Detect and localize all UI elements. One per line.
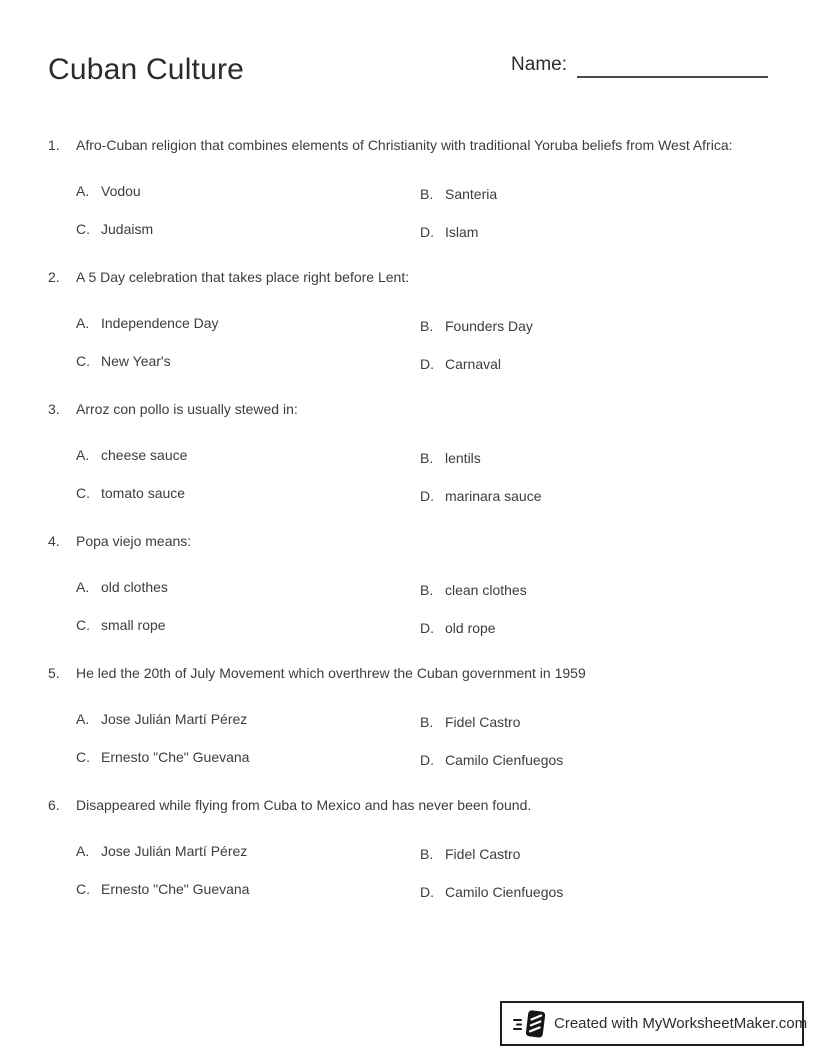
option-item-c xyxy=(76,352,420,370)
question-text: He led the 20th of July Movement which overthrew the Cuban government in 1959 xyxy=(76,665,586,681)
option-item-d xyxy=(420,751,563,769)
option-row xyxy=(76,880,768,898)
option-row xyxy=(76,710,768,728)
option-text: Camilo Cienfuegos xyxy=(445,884,564,900)
option-item-b xyxy=(420,845,520,863)
option-item-d xyxy=(420,883,563,901)
name-label: Name: xyxy=(511,54,567,75)
question-text: Disappeared while flying from Cuba to Mexico and has never been found. xyxy=(76,797,532,813)
question-block xyxy=(48,268,768,370)
question-header xyxy=(48,796,768,814)
option-item-c xyxy=(76,748,420,766)
option-letter: B. xyxy=(420,582,434,598)
option-row xyxy=(76,220,768,238)
option-letter: A. xyxy=(76,183,90,199)
worksheet-maker-logo-icon xyxy=(512,1008,548,1040)
option-letter: A. xyxy=(76,843,90,859)
question-header xyxy=(48,664,768,682)
option-text: Fidel Castro xyxy=(445,846,521,862)
question-text: Popa viejo means: xyxy=(76,533,192,549)
option-item-b xyxy=(420,713,520,731)
option-grid xyxy=(76,314,768,370)
option-text: clean clothes xyxy=(445,582,527,598)
option-letter: B. xyxy=(420,318,434,334)
option-letter: A. xyxy=(76,447,90,463)
question-list xyxy=(48,136,768,898)
option-letter: B. xyxy=(420,846,434,862)
option-row xyxy=(76,484,768,502)
option-item-a xyxy=(76,578,420,596)
option-text: Founders Day xyxy=(445,318,533,334)
option-text: Jose Julián Martí Pérez xyxy=(101,843,248,859)
question-number: 3. xyxy=(48,401,60,417)
worksheet-header xyxy=(48,50,768,90)
option-row xyxy=(76,182,768,200)
option-letter: D. xyxy=(420,488,434,504)
option-text: cheese sauce xyxy=(101,447,188,463)
option-grid xyxy=(76,710,768,766)
option-row xyxy=(76,748,768,766)
option-letter: B. xyxy=(420,450,434,466)
question-number: 2. xyxy=(48,269,60,285)
option-text: Fidel Castro xyxy=(445,714,521,730)
option-item-c xyxy=(76,484,420,502)
option-text: Jose Julián Martí Pérez xyxy=(101,711,248,727)
option-row xyxy=(76,446,768,464)
option-letter: B. xyxy=(420,714,434,730)
option-letter: C. xyxy=(76,353,90,369)
option-text: lentils xyxy=(445,450,481,466)
option-item-c xyxy=(76,220,420,238)
option-row xyxy=(76,314,768,332)
option-letter: D. xyxy=(420,224,434,240)
question-header xyxy=(48,400,768,418)
option-letter: A. xyxy=(76,315,90,331)
option-row xyxy=(76,616,768,634)
option-text: Vodou xyxy=(101,183,141,199)
question-text: Afro-Cuban religion that combines elements of Christianity with traditional Yoruba beliefs from West Africa: xyxy=(76,137,733,153)
option-item-d xyxy=(420,487,542,505)
option-item-a xyxy=(76,182,420,200)
question-text: A 5 Day celebration that takes place right before Lent: xyxy=(76,269,410,285)
option-item-a xyxy=(76,446,420,464)
option-row xyxy=(76,842,768,860)
option-text: Judaism xyxy=(101,221,154,237)
option-text: Islam xyxy=(445,224,479,240)
option-text: tomato sauce xyxy=(101,485,186,501)
option-grid xyxy=(76,446,768,502)
option-item-d xyxy=(420,223,478,241)
question-block xyxy=(48,664,768,766)
question-number: 5. xyxy=(48,665,60,681)
option-item-c xyxy=(76,880,420,898)
option-text: Ernesto "Che" Guevana xyxy=(101,881,250,897)
option-item-c xyxy=(76,616,420,634)
option-text: New Year's xyxy=(101,353,171,369)
option-letter: D. xyxy=(420,884,434,900)
question-number: 4. xyxy=(48,533,60,549)
option-grid xyxy=(76,842,768,898)
option-letter: C. xyxy=(76,881,90,897)
option-letter: A. xyxy=(76,711,90,727)
question-text: Arroz con pollo is usually stewed in: xyxy=(76,401,298,417)
question-header xyxy=(48,268,768,286)
option-grid xyxy=(76,578,768,634)
option-item-d xyxy=(420,355,501,373)
name-blank-line xyxy=(577,52,768,78)
option-letter: D. xyxy=(420,356,434,372)
question-number: 6. xyxy=(48,797,60,813)
option-letter: D. xyxy=(420,752,434,768)
option-letter: A. xyxy=(76,579,90,595)
option-text: Santeria xyxy=(445,186,498,202)
option-text: old clothes xyxy=(101,579,168,595)
option-item-d xyxy=(420,619,496,637)
option-text: Carnaval xyxy=(445,356,502,372)
option-letter: D. xyxy=(420,620,434,636)
option-letter: B. xyxy=(420,186,434,202)
option-letter: C. xyxy=(76,485,90,501)
footer-credit-text: Created with MyWorksheetMaker.com xyxy=(554,1015,808,1032)
name-field xyxy=(511,52,768,78)
question-block xyxy=(48,532,768,634)
option-text: Camilo Cienfuegos xyxy=(445,752,564,768)
option-text: marinara sauce xyxy=(445,488,542,504)
option-item-b xyxy=(420,185,497,203)
option-text: small rope xyxy=(101,617,166,633)
option-row xyxy=(76,578,768,596)
option-item-a xyxy=(76,710,420,728)
option-letter: C. xyxy=(76,221,90,237)
option-item-b xyxy=(420,449,481,467)
footer-credit-badge xyxy=(500,1001,808,1046)
question-block xyxy=(48,136,768,238)
worksheet-title: Cuban Culture xyxy=(48,53,245,86)
option-item-a xyxy=(76,842,420,860)
option-letter: C. xyxy=(76,617,90,633)
option-text: Independence Day xyxy=(101,315,219,331)
question-block xyxy=(48,400,768,502)
option-text: old rope xyxy=(445,620,496,636)
option-row xyxy=(76,352,768,370)
option-grid xyxy=(76,182,768,238)
option-text: Ernesto "Che" Guevana xyxy=(101,749,250,765)
option-item-b xyxy=(420,317,533,335)
question-header xyxy=(48,532,768,550)
option-item-b xyxy=(420,581,527,599)
question-header xyxy=(48,136,768,154)
question-block xyxy=(48,796,768,898)
question-number: 1. xyxy=(48,137,60,153)
option-item-a xyxy=(76,314,420,332)
option-letter: C. xyxy=(76,749,90,765)
